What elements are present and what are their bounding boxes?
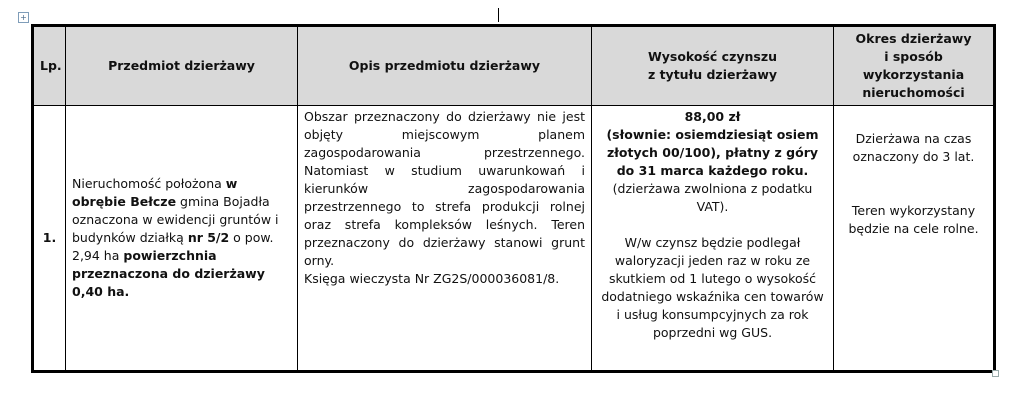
header-period-line3: nieruchomości [862, 85, 965, 100]
rent-indexation: W/w czynsz będzie podlegał waloryzacji jeden raz w roku ze skutkiem od 1 lutego o wysokość dodatniego wskaźnika cen towarów i usług konsumpcyjnych za rok poprzedni wg GUS. [601, 235, 824, 340]
header-subject: Przedmiot dzierżawy [66, 26, 298, 106]
header-lp: Lp. [33, 26, 66, 106]
subject-text-3: o pow. 2,94 ha [72, 230, 274, 263]
period-duration: Dzierżawa na czas oznaczony do 3 lat. [852, 131, 975, 164]
subject-bold-2: nr 5/2 [187, 230, 230, 245]
row-rent [592, 106, 834, 372]
description-paragraph-2: Księga wieczysta Nr ZG2S/000036081/8. [304, 271, 560, 286]
header-rent [592, 26, 834, 106]
subject-text-1: Nieruchomość położona [72, 176, 226, 191]
subject-bold-3: powierzchnia przeznaczona do dzierżawy 0,40 ha. [72, 248, 265, 299]
row-subject [66, 106, 298, 372]
table-resize-handle-icon[interactable] [992, 370, 999, 377]
table-row [33, 106, 995, 372]
header-rent-line2: z tytułu dzierżawy [647, 67, 778, 82]
row-number: 1. [33, 106, 66, 372]
text-cursor [498, 8, 499, 22]
rent-spacer [598, 216, 827, 234]
lease-table [31, 24, 996, 373]
table-move-handle-icon[interactable]: + [18, 12, 29, 23]
period-usage: Teren wykorzystany będzie na cele rolne. [848, 203, 979, 236]
subject-text-2: gmina Bojadła oznaczona w ewidencji gruntów i budynków działką [72, 194, 279, 245]
period-spacer [840, 166, 987, 202]
rent-vat-note: (dzierżawa zwolniona z podatku VAT). [612, 181, 813, 214]
row-period [834, 106, 995, 372]
header-period-line2: i sposób wykorzystania [862, 49, 965, 82]
row-description [298, 106, 592, 372]
header-period-line1: Okres dzierżawy [855, 31, 972, 46]
description-paragraph-1: Obszar przeznaczony do dzierżawy nie jest objęty miejscowym planem zagospodarowania przestrzennego. Natomiast w studium uwarunkowań i kierunków zagospodarowania przestrzennego to strefa produkcji rolnej oraz strefa kompleksów leśnych. Teren przeznaczony do dzierżawy stanowi grunt orny. [304, 109, 585, 268]
header-rent-line1: Wysokość czynszu [647, 49, 778, 64]
rent-words: (słownie: osiemdziesiąt osiem złotych 00/100), płatny z góry do 31 marca każdego roku. [606, 127, 819, 178]
header-description: Opis przedmiotu dzierżawy [298, 26, 592, 106]
table-header-row [33, 26, 995, 106]
rent-amount: 88,00 zł [684, 109, 741, 124]
subject-bold-1: w obrębie Bełcze [72, 176, 238, 209]
header-period [834, 26, 995, 106]
